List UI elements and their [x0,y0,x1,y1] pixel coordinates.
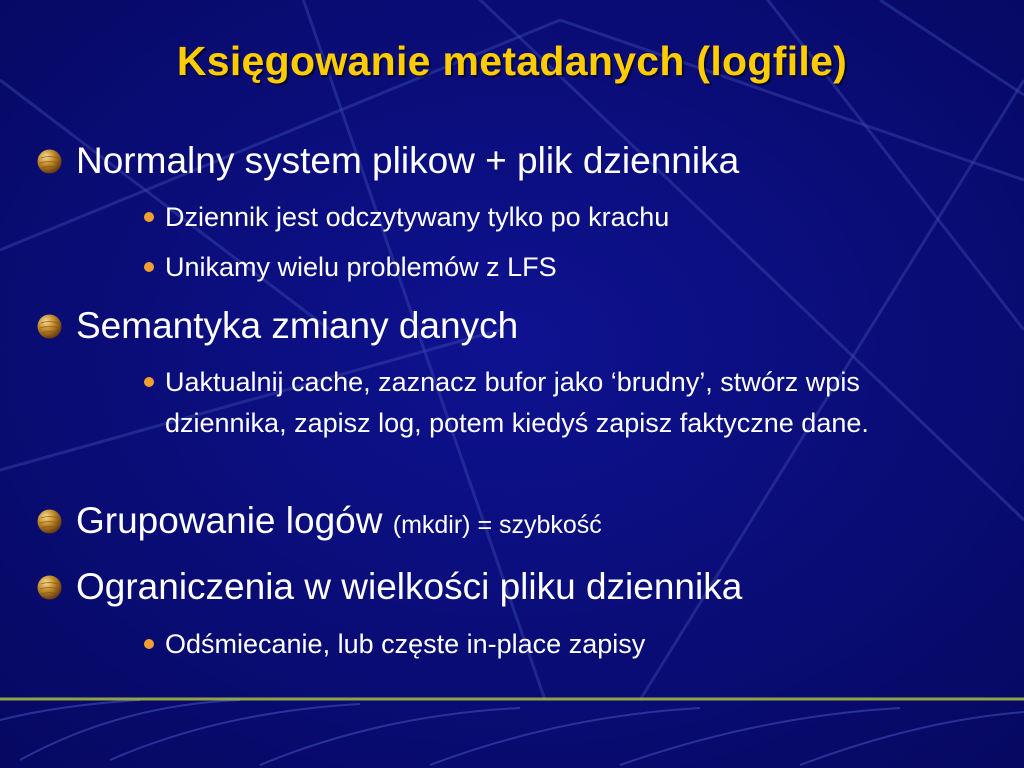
slide-title: Księgowanie metadanych (logfile) [176,38,848,84]
bullet-item [76,566,742,608]
bronze-sphere-icon [36,148,63,175]
orange-dot-icon [143,261,155,273]
subbullet-item [165,362,985,444]
bullet-text: Grupowanie logów [76,500,383,541]
bronze-sphere-icon [36,508,63,535]
bullet-text: Semantyka zmiany danych [76,305,519,346]
subbullet-text: Dziennik jest odczytywany tylko po krachu [165,202,670,232]
subbullet-text: Unikamy wielu problemów z LFS [165,252,557,282]
orange-dot-icon [143,638,155,650]
bullet-text: Ograniczenia w wielkości pliku dziennika [76,566,743,607]
orange-dot-icon [143,376,155,388]
orange-dot-icon [143,211,155,223]
bullet-item [76,140,739,182]
bronze-sphere-icon [36,313,63,340]
subbullet-item [165,247,995,288]
bullet-text: Normalny system plikow + plik dziennika [76,140,740,181]
subbullet-text: Uaktualnij cache, zaznacz bufor jako ‘brudny’, stwórz wpis dziennika, zapisz log, potem kiedyś zapisz faktyczne dane. [165,367,869,438]
subbullet-item [165,624,995,665]
subbullet-item [165,197,995,238]
bullet-item [76,500,602,542]
bronze-sphere-icon [36,574,63,601]
bullet-item [76,305,518,347]
bullet-suffix: (mkdir) = szybkość [392,511,602,539]
subbullet-text: Odśmiecanie, lub częste in-place zapisy [165,629,646,659]
